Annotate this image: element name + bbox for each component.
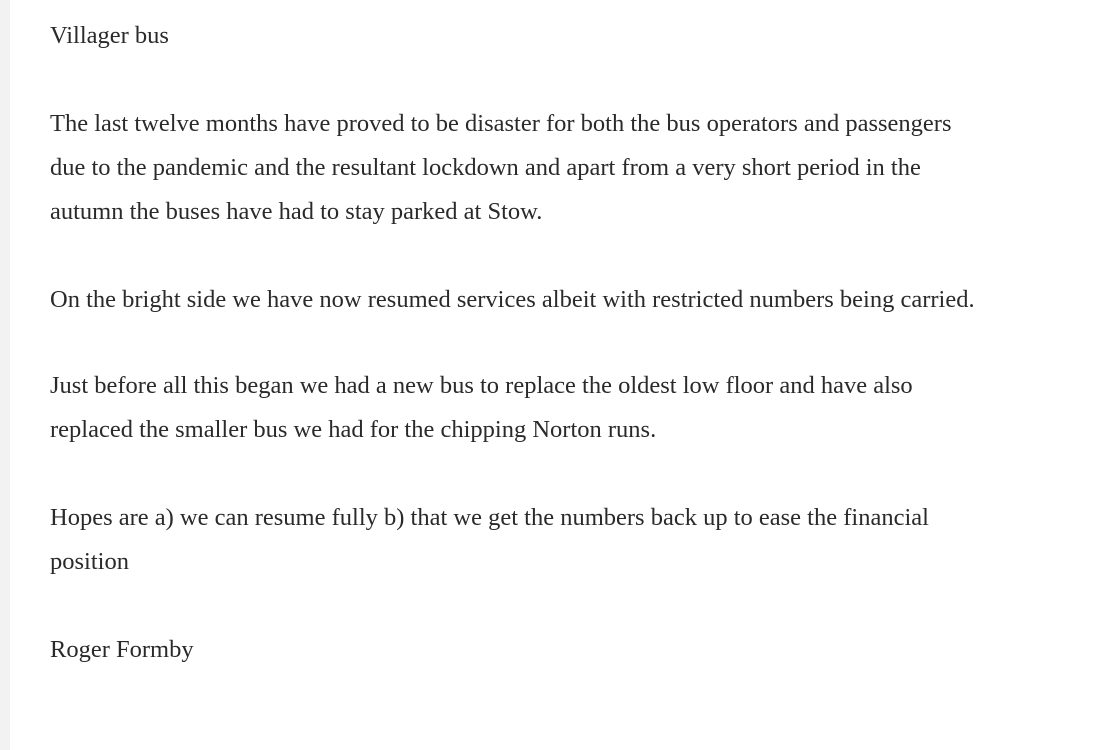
document-title: Villager bus xyxy=(50,22,169,49)
paragraph-line: The last twelve months have proved to be disaster for both the bus operators and passengers xyxy=(50,110,952,137)
paragraph-line: position xyxy=(50,548,129,575)
paragraph-line: Hopes are a) we can resume fully b) that we get the numbers back up to ease the financial xyxy=(50,504,929,531)
paragraph-line: On the bright side we have now resumed services albeit with restricted numbers being carried. xyxy=(50,286,975,313)
paragraph-line: Just before all this began we had a new bus to replace the oldest low floor and have also xyxy=(50,372,913,399)
paragraph-line: replaced the smaller bus we had for the chipping Norton runs. xyxy=(50,416,657,443)
paragraph-line: autumn the buses have had to stay parked at Stow. xyxy=(50,198,543,225)
paragraph-line: due to the pandemic and the resultant lockdown and apart from a very short period in the xyxy=(50,154,921,181)
signature: Roger Formby xyxy=(50,636,194,663)
